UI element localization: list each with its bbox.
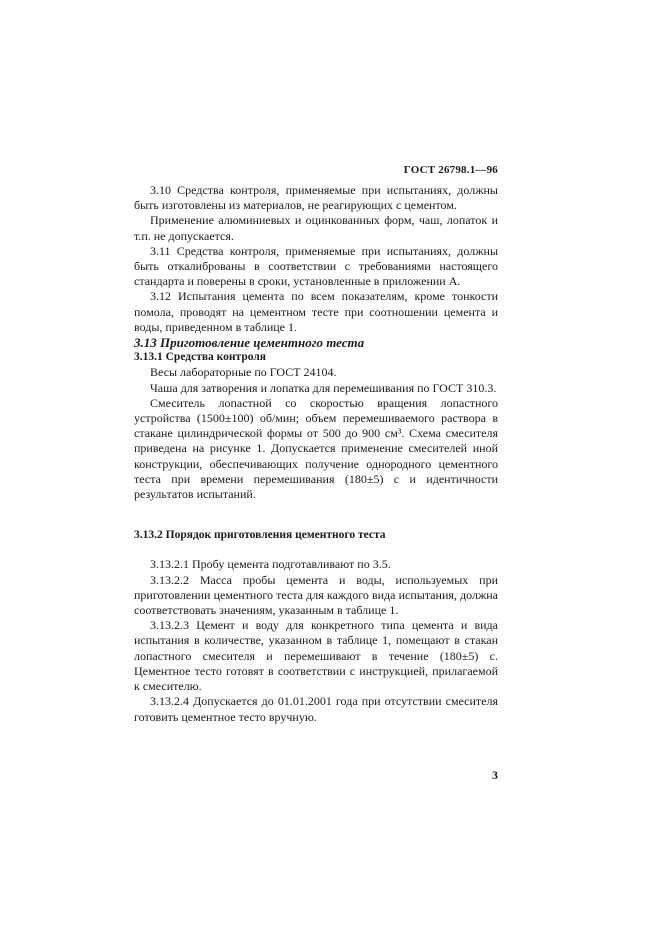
paragraph-mixer: Смеситель лопастной со скоростью вращения лопастного устройства (1500±100) об/мин; объем перемешиваемого раствора в стакане цилиндрической формы от 500 до 900 см³. Схема смесителя приведена на рисунке 1. Допускается применение смесителей иной конструкции, обеспечивающих получение однородного цементного теста при времени перемешивания (180±5) с и идентичности результатов испытаний. <box>134 395 498 502</box>
paragraph-3-12: 3.12 Испытания цемента по всем показателям, кроме тонкости помола, проводят на цементном тесте при соотношении цемента и воды, приведенном в таблице 1. <box>134 289 498 334</box>
document-code: ГОСТ 26798.1—96 <box>403 164 498 176</box>
paragraph-3-13-2-4: 3.13.2.4 Допускается до 01.01.2001 года при отсутствии смесителя готовить цементное тесто вручную. <box>134 694 498 724</box>
paragraph-3-13-2-2: 3.13.2.2 Масса пробы цемента и воды, используемых при приготовлении цементного теста для каждого вида испытания, должна соответствовать значениям, указанным в таблице 1. <box>134 572 498 618</box>
paragraph-forms-note: Применение алюминиевых и оцинкованных форм, чаш, лопаток и т.п. не допускается. <box>134 213 498 243</box>
paragraph-3-11: 3.11 Средства контроля, применяемые при испытаниях, должны быть откалиброваны в соответствии с требованиями настоящего стандарта и поверены в сроки, установленные в приложении А. <box>134 243 498 289</box>
subsection-title-3-13-2: 3.13.2 Порядок приготовления цементного теста <box>134 529 386 542</box>
page-body <box>134 183 498 725</box>
section-title-3-13: 3.13 Приготовление цементного теста <box>134 335 365 351</box>
paragraph-3-10: 3.10 Средства контроля, применяемые при испытаниях, должны быть изготовлены из материалов, не реагирующих с цементом. <box>134 183 498 213</box>
paragraph-3-13-2-1: 3.13.2.1 Пробу цемента подготавливают по 3.5. <box>150 557 391 572</box>
page-number: 3 <box>492 768 498 782</box>
paragraph-bowl-spatula: Чаша для затворения и лопатка для перемешивания по ГОСТ 310.3. <box>150 380 497 395</box>
subsection-title-3-13-1: 3.13.1 Средства контроля <box>134 351 266 364</box>
paragraph-3-13-2-3: 3.13.2.3 Цемент и воду для конкретного типа цемента и вида испытания в количестве, указанном в таблице 1, помещают в стакан лопастного смесителя и перемешивают в течение (180±5) с. Цементное тесто готовят в соответствии с инструкцией, прилагаемой к смесителю. <box>134 618 498 694</box>
paragraph-scales: Весы лабораторные по ГОСТ 24104. <box>150 365 337 380</box>
